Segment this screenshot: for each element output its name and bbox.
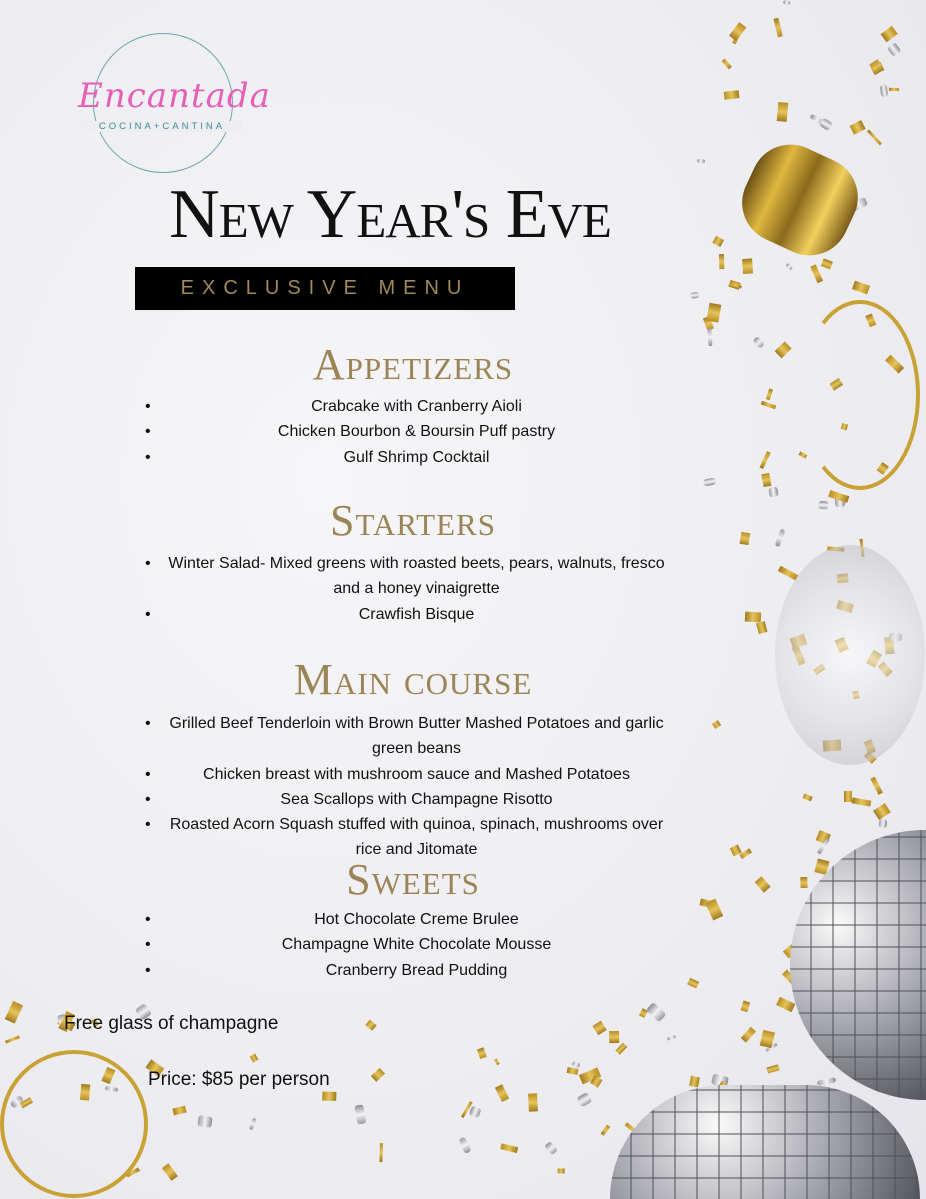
free-champagne-note: Free glass of champagne	[64, 1013, 279, 1034]
confetti-piece	[820, 118, 833, 131]
menu-item-text: Winter Salad- Mixed greens with roasted beets, pears, walnuts, fresco and a honey vinaigrette	[168, 555, 665, 598]
confetti-piece	[371, 1068, 385, 1082]
confetti-piece	[777, 566, 797, 581]
disco-ball	[790, 830, 926, 1100]
confetti-piece	[713, 236, 725, 248]
confetti-piece	[250, 1054, 259, 1063]
confetti-piece	[776, 102, 788, 122]
confetti-piece	[528, 1094, 538, 1112]
confetti-piece	[600, 1124, 610, 1136]
bullet: •	[145, 765, 151, 783]
bullet: •	[145, 936, 151, 954]
confetti-piece	[760, 451, 771, 469]
menu-item-text: Crawfish Bisque	[358, 605, 475, 623]
confetti-piece	[867, 129, 882, 145]
confetti-piece	[849, 120, 865, 135]
subtitle-banner: EXCLUSIVE MENU	[135, 267, 515, 310]
disco-ball	[610, 1085, 920, 1199]
confetti-piece	[721, 59, 731, 70]
confetti-piece	[810, 265, 823, 283]
gold-ribbon	[0, 1050, 148, 1198]
bullet: •	[145, 715, 151, 732]
menu-item	[140, 551, 670, 602]
confetti-piece	[458, 1136, 471, 1154]
confetti-piece	[767, 1064, 780, 1073]
confetti-piece	[880, 85, 888, 98]
confetti-piece	[365, 1020, 376, 1031]
section-heading-appetizers: Appetizers	[312, 340, 514, 389]
menu-item	[140, 958, 670, 983]
bullet: •	[145, 555, 151, 572]
confetti-piece	[774, 18, 783, 37]
confetti-piece	[742, 258, 753, 273]
confetti-piece	[852, 281, 870, 295]
menu-item-text: Gulf Shrimp Cocktail	[343, 448, 490, 466]
confetti-piece	[783, 1, 791, 5]
confetti-piece	[646, 1002, 666, 1022]
menu-item	[140, 932, 670, 957]
confetti-piece	[799, 451, 807, 458]
section-heading-sweets: Sweets	[346, 855, 480, 904]
confetti-piece	[197, 1115, 212, 1128]
confetti-piece	[740, 1001, 750, 1013]
confetti-piece	[322, 1092, 336, 1101]
confetti-piece	[729, 22, 746, 41]
confetti-piece	[567, 1067, 579, 1075]
confetti-piece	[852, 798, 872, 807]
confetti-piece	[666, 1034, 676, 1040]
bullet: •	[145, 448, 151, 466]
confetti-piece	[739, 532, 750, 545]
confetti-piece	[769, 487, 780, 499]
confetti-piece	[249, 1118, 256, 1130]
confetti-piece	[818, 501, 828, 510]
price: Price: $85 per person	[148, 1069, 330, 1090]
confetti-piece	[870, 777, 883, 795]
confetti-piece	[873, 803, 891, 820]
ribbon-spool	[729, 131, 871, 268]
confetti-piece	[577, 1092, 592, 1107]
menu-item-text: Crabcake with Cranberry Aioli	[311, 398, 522, 415]
sequin-bow	[775, 545, 925, 765]
confetti-piece	[817, 1077, 836, 1085]
confetti-piece	[5, 1036, 20, 1045]
confetti-piece	[887, 42, 902, 57]
confetti-piece	[799, 877, 807, 889]
confetti-piece	[740, 1027, 756, 1044]
bullet: •	[145, 398, 151, 415]
menu-item	[140, 394, 670, 419]
confetti-piece	[712, 720, 721, 729]
confetti-piece	[755, 876, 771, 892]
confetti-piece	[755, 621, 767, 634]
menu-item	[140, 419, 670, 444]
confetti-piece	[761, 473, 771, 487]
confetti-piece	[774, 342, 791, 358]
menu-item-text: Grilled Beef Tenderloin with Brown Butter Mashed Potatoes and garlic green beans	[169, 715, 664, 758]
page-title: New Year's Eve	[169, 176, 611, 253]
confetti-piece	[380, 1143, 384, 1162]
confetti-piece	[745, 612, 761, 623]
menu-item	[140, 907, 670, 932]
sweets-list	[140, 907, 670, 983]
menu-item-text: Chicken Bourbon & Boursin Puff pastry	[277, 423, 556, 441]
confetti-piece	[354, 1105, 366, 1125]
logo-tagline: COCINA+CANTINA	[82, 121, 242, 132]
menu-item	[140, 787, 670, 812]
confetti-piece	[776, 997, 795, 1013]
confetti-piece	[688, 978, 700, 988]
confetti-piece	[802, 793, 812, 801]
menu-item-text: Chicken breast with mushroom sauce and Mashed Potatoes	[203, 765, 630, 783]
bullet: •	[145, 605, 151, 623]
confetti-piece	[766, 389, 773, 400]
confetti-piece	[870, 59, 885, 74]
confetti-piece	[162, 1163, 178, 1181]
starters-list	[140, 551, 670, 627]
logo: Encantada	[78, 76, 271, 116]
confetti-piece	[774, 529, 785, 548]
menu-item-text: Hot Chocolate Creme Brulee	[314, 911, 519, 928]
confetti-piece	[705, 899, 723, 921]
confetti-piece	[477, 1047, 487, 1059]
confetti-piece	[889, 88, 900, 91]
menu-item-text: Roasted Acorn Squash stuffed with quinoa, spinach, mushrooms over rice and Jitomate	[169, 816, 664, 859]
bullet: •	[145, 961, 151, 979]
confetti-piece	[844, 791, 852, 802]
gold-ribbon	[800, 300, 920, 490]
confetti-piece	[707, 302, 721, 322]
confetti-piece	[719, 254, 725, 269]
menu-item	[140, 602, 670, 627]
confetti-piece	[615, 1042, 627, 1054]
confetti-piece	[761, 401, 776, 410]
confetti-piece	[689, 1076, 700, 1087]
confetti-piece	[173, 1106, 187, 1116]
confetti-piece	[593, 1021, 607, 1036]
confetti-piece	[697, 159, 705, 163]
menu-item-text: Champagne White Chocolate Mousse	[281, 936, 552, 954]
confetti-piece	[880, 26, 897, 42]
confetti-piece	[495, 1084, 509, 1102]
confetti-piece	[707, 328, 712, 346]
appetizers-list	[140, 394, 670, 470]
section-heading-starters: Starters	[330, 496, 496, 545]
confetti-piece	[469, 1106, 482, 1119]
confetti-piece	[544, 1140, 558, 1155]
confetti-piece	[753, 336, 766, 349]
confetti-piece	[5, 1002, 23, 1024]
confetti-piece	[494, 1058, 500, 1065]
confetti-piece	[590, 1076, 602, 1088]
confetti-piece	[609, 1031, 619, 1043]
confetti-piece	[691, 291, 700, 298]
menu-item	[140, 762, 670, 787]
main-course-list	[140, 711, 670, 863]
menu-item-text: Cranberry Bread Pudding	[325, 961, 508, 979]
confetti-piece	[703, 477, 716, 486]
menu-item-text: Sea Scallops with Champagne Risotto	[280, 790, 553, 808]
confetti-piece	[786, 263, 793, 270]
confetti-piece	[501, 1144, 519, 1154]
confetti-piece	[821, 259, 833, 270]
confetti-piece	[724, 90, 740, 100]
section-heading-main-course: Main course	[293, 655, 533, 704]
bullet: •	[145, 816, 151, 834]
menu-item	[140, 711, 670, 762]
bullet: •	[145, 423, 151, 441]
bullet: •	[145, 790, 151, 808]
confetti-piece	[879, 818, 887, 827]
confetti-piece	[558, 1168, 565, 1174]
menu-item	[140, 445, 670, 470]
bullet: •	[145, 911, 151, 928]
